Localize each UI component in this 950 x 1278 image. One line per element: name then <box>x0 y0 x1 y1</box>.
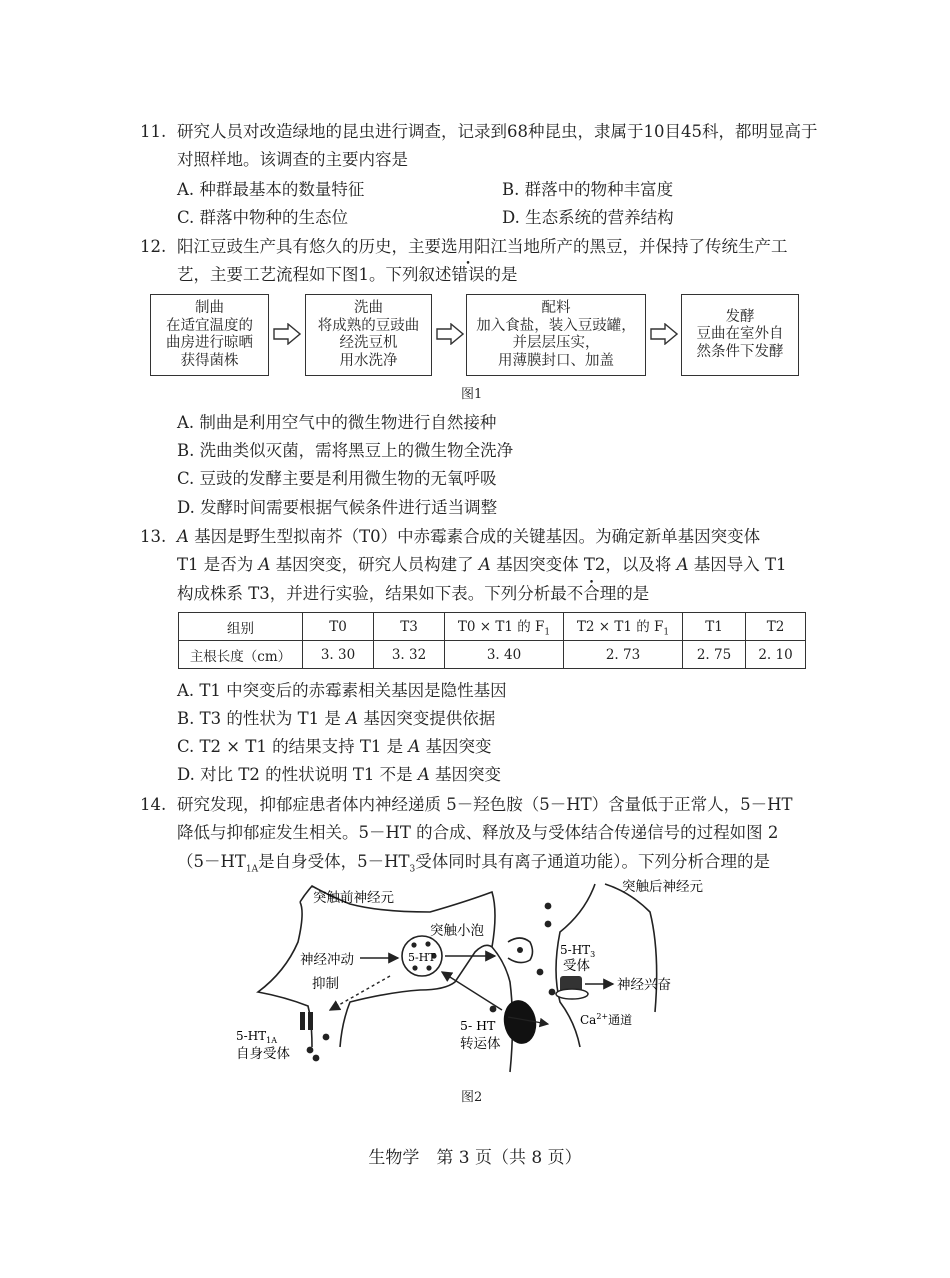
question-number: 13. <box>140 527 167 546</box>
table-cell: 3. 32 <box>374 641 445 669</box>
pre-neuron-label: 突触前神经元 <box>313 890 394 906</box>
table-cell: 2. 75 <box>683 641 746 669</box>
autoreceptor-word: 自身受体 <box>236 1046 290 1062</box>
autoreceptor-icon <box>300 1012 305 1030</box>
header-cell: 组别 <box>179 613 303 641</box>
question-stem: 阳江豆豉生产具有悠久的历史，主要选用阳江当地所产的黑豆，并保持了传统生产工艺，主要工艺流程如下图1。下列叙述错误的是 <box>177 237 788 285</box>
vesicle-caption: 突触小泡 <box>430 923 484 939</box>
question-stem: 研究人员对改造绿地的昆虫进行调查，记录到68种昆虫，隶属于10目45科，都明显高于对照样地。该调查的主要内容是 <box>177 122 818 170</box>
flow-step-4: 发酵 豆曲在室外自 然条件下发酵 <box>681 294 799 376</box>
option-c: C. T2 × T1 的结果支持 T1 是 A 基因突变 <box>177 737 492 756</box>
table-row <box>179 641 806 669</box>
table-cell: 2. 10 <box>746 641 806 669</box>
table-header-row <box>179 613 806 641</box>
header-cell: T2 × T1 的 $F_1$ <box>564 613 683 641</box>
results-table <box>178 612 806 669</box>
inhibit-label: 抑制 <box>312 976 339 992</box>
post-neuron-label: 突触后神经元 <box>622 879 703 895</box>
question-13 <box>140 523 820 608</box>
header-cell: T1 <box>683 613 746 641</box>
header-cell: T2 <box>746 613 806 641</box>
option-a: A. 制曲是利用空气中的微生物进行自然接种 <box>177 413 497 432</box>
option-d: D. 发酵时间需要根据气候条件进行适当调整 <box>177 498 498 517</box>
impulse-label: 神经冲动 <box>300 952 354 968</box>
table-cell: 3. 40 <box>445 641 564 669</box>
question-number: 12. <box>140 237 167 256</box>
question-stem: A 基因是野生型拟南芥（T0）中赤霉素合成的关键基因。为确定新单基因突变体 T1 是否为 A 基因突变，研究人员构建了 A 基因突变体 T2，以及将 A 基因导入 T1 构成株系 T3，并进行实验，结果如下表。下列分析最不合理的是 <box>177 527 787 603</box>
option-d: D. 对比 T2 的性状说明 T1 不是 A 基因突变 <box>177 765 502 784</box>
receptor-word: 受体 <box>563 958 590 974</box>
flow-step-2: 洗曲 将成熟的豆豉曲 经洗豆机 用水洗净 <box>305 294 432 376</box>
option-c: C. 群落中物种的生态位 <box>177 208 349 227</box>
page-footer: 生物学 第 3 页（共 8 页） <box>368 1148 582 1168</box>
receptor3-label: $5-HT_3$ <box>560 943 596 959</box>
figure-caption: 图2 <box>461 1090 483 1105</box>
header-cell: T3 <box>374 613 445 641</box>
header-cell: T0 × T1 的 $F_1$ <box>445 613 564 641</box>
option-a: A. T1 中突变后的赤霉素相关基因是隐性基因 <box>177 681 507 700</box>
option-d: D. 生态系统的营养结构 <box>502 208 674 227</box>
transporter-label: 5- HT <box>460 1018 496 1033</box>
flow-arrow-icon <box>273 323 301 345</box>
flow-arrow-icon <box>436 323 464 345</box>
question-number: 14. <box>140 795 167 814</box>
emphasis-text: 错误 <box>451 265 485 285</box>
autoreceptor-label: $5-HT_{1A}$ <box>236 1029 278 1045</box>
row-label: 主根长度（cm） <box>179 641 303 669</box>
question-number: 11. <box>140 122 167 141</box>
option-a: A. 种群最基本的数量特征 <box>177 180 365 199</box>
question-11 <box>140 118 820 175</box>
excite-label: 神经兴奋 <box>617 977 671 993</box>
table-cell: 2. 73 <box>564 641 683 669</box>
vesicle-label: 5-HT <box>408 951 436 964</box>
header-cell: T0 <box>303 613 374 641</box>
option-b: B. 群落中的物种丰富度 <box>502 180 674 199</box>
question-12 <box>140 233 820 290</box>
question-stem: 研究发现，抑郁症患者体内神经递质 5－羟色胺（5－HT）含量低于正常人，5－HT 降低与抑郁症发生相关。5－HT 的合成、释放及与受体结合传递信号的过程如图 2 （$5-HT_{1A}$是自身受体，$5-HT_3$受体同时具有离子通道功能）。下列分析合理的是 <box>177 795 793 875</box>
flow-arrow-icon <box>650 323 678 345</box>
figure-caption: 图1 <box>461 387 483 402</box>
table-cell: 3. 30 <box>303 641 374 669</box>
emphasis-text: 不合理 <box>566 583 617 603</box>
option-b: B. 洗曲类似灭菌，需将黑豆上的微生物全洗净 <box>177 441 514 460</box>
transporter-word: 转运体 <box>460 1036 501 1052</box>
option-c: C. 豆豉的发酵主要是利用微生物的无氧呼吸 <box>177 469 497 488</box>
ca-channel-label: $Ca^{2+}$通道 <box>580 1012 633 1027</box>
flow-step-1: 制曲 在适宜温度的 曲房进行晾晒 获得菌株 <box>150 294 269 376</box>
flow-step-3: 配料 加入食盐，装入豆豉罐， 并层层压实， 用薄膜封口、加盖 <box>466 294 646 376</box>
question-14 <box>140 791 820 884</box>
synapse-diagram <box>230 872 730 1082</box>
option-b: B. T3 的性状为 T1 是 A 基因突变提供依据 <box>177 709 496 728</box>
